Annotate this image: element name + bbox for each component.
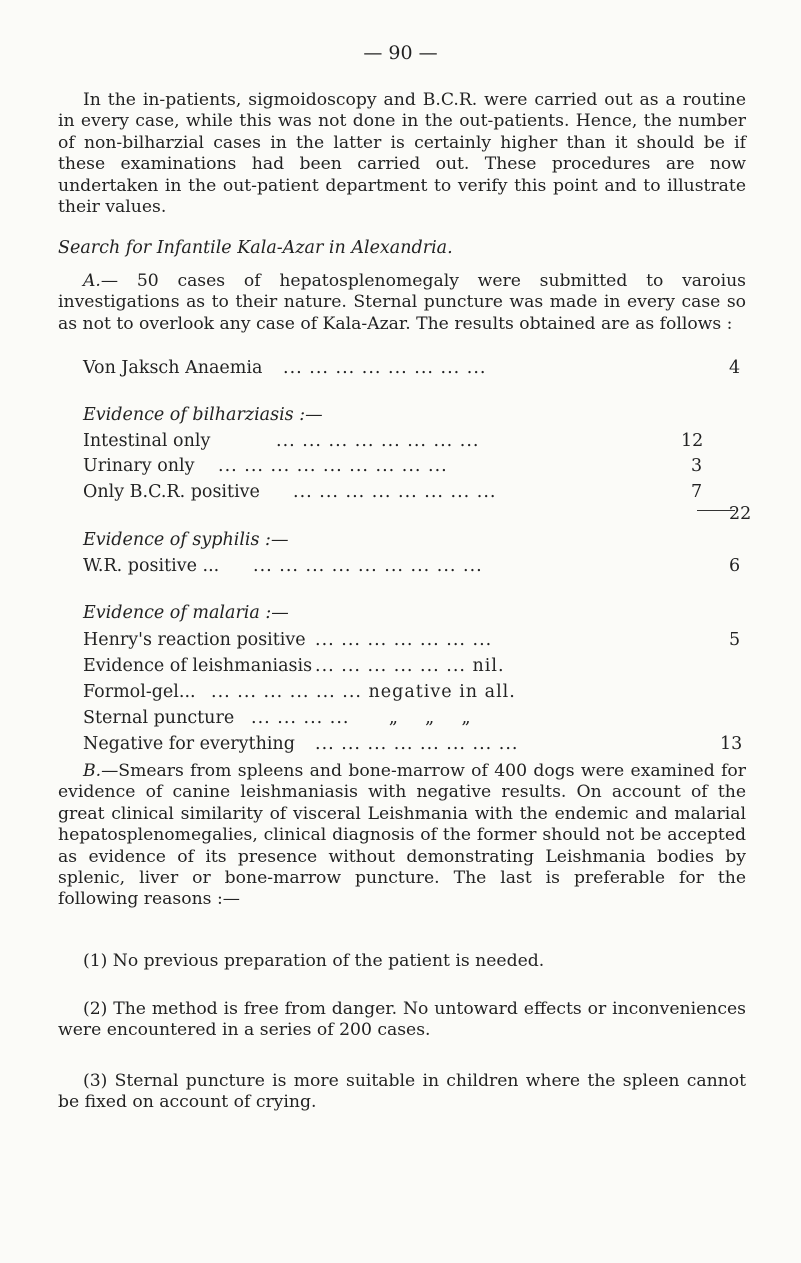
part-a-paragraph (58, 271, 746, 335)
row-value: 13 (720, 734, 743, 754)
part-b-paragraph (58, 761, 746, 911)
row-value: 3 (691, 456, 703, 476)
malaria-heading: Evidence of malaria :— (83, 603, 289, 623)
reason-2: (2) The method is free from danger. No untoward effects or inconveniences were encountered in a series of 200 cases. (58, 999, 746, 1041)
leader-dots: ... ... ... ... ... ... ... ... (315, 734, 519, 754)
row-label: Negative for everything (83, 734, 295, 754)
leader-dots: ... ... ... ... ... ... ... ... (283, 358, 487, 378)
leader-dots: ... ... ... ... ... ... ... ... ... (218, 456, 448, 476)
leader-dots: ... ... ... ... „ „ „ (251, 708, 472, 728)
leader-dots: ... ... ... ... ... ... negative in all. (211, 682, 516, 702)
leader-dots: ... ... ... ... ... ... ... (315, 630, 493, 650)
row-negative-everything (83, 734, 771, 758)
row-formol-gel (83, 682, 771, 706)
part-a-label: A. (83, 271, 101, 291)
row-sternal-puncture (83, 708, 771, 732)
reason-1: (1) No previous preparation of the patient is needed. (83, 951, 545, 971)
row-label: Henry's reaction positive (83, 630, 306, 650)
syphilis-heading: Evidence of syphilis :— (83, 530, 289, 550)
row-value: 12 (681, 431, 704, 451)
row-value: 6 (729, 556, 741, 576)
reason-3: (3) Sternal puncture is more suitable in children where the spleen cannot be fixed on account of crying. (58, 1071, 746, 1113)
row-bilharziasis-total (83, 504, 771, 528)
row-value: 7 (691, 482, 703, 502)
subtotal-value: 22 (729, 504, 752, 524)
section-heading: Search for Infantile Kala-Azar in Alexandria. (58, 238, 453, 258)
row-value: 4 (729, 358, 741, 378)
row-label: Intestinal only (83, 431, 211, 451)
intro-paragraph: In the in-patients, sigmoidoscopy and B.C.R. were carried out as a routine in every case, while this was not done in the out-patients. Hence, the number of non-bilharzial cases in the latter is certainly higher than it should be if these examinations had been carried out. These procedures are now undertaken in the out-patient department to verify this point and to illustrate their values. (58, 90, 746, 218)
row-label: Evidence of leishmaniasis (83, 656, 313, 676)
bilharziasis-heading: Evidence of bilharziasis :— (83, 405, 323, 425)
row-bcr-positive (83, 482, 771, 506)
row-label: Only B.C.R. positive (83, 482, 260, 502)
row-label: Urinary only (83, 456, 195, 476)
row-leishmaniasis (83, 656, 771, 680)
row-intestinal (83, 431, 771, 455)
part-b-label: B. (83, 761, 102, 781)
row-label: Formol-gel... (83, 682, 196, 702)
row-urinary (83, 456, 771, 480)
leader-dots: ... ... ... ... ... ... ... ... (293, 482, 497, 502)
row-von-jaksch (83, 358, 771, 382)
row-label: Von Jaksch Anaemia (83, 358, 263, 378)
part-b-text: —Smears from spleens and bone-marrow of 400 dogs were examined for evidence of canine leishmaniasis with negative results. On account of the great clinical similarity of visceral Leishmania with the endemic and malarial hepatosplenomegalies, clinical diagnosis of the former should not be accepted as evidence of its presence without demonstrating Leishmania bodies by splenic, liver or bone-marrow puncture. The last is preferable for the following reasons :— (58, 761, 746, 910)
row-label: Sternal puncture (83, 708, 235, 728)
row-henrys-reaction (83, 630, 771, 654)
row-value: 5 (729, 630, 741, 650)
row-wr-positive (83, 556, 771, 580)
row-label: W.R. positive ... (83, 556, 220, 576)
leader-dots: ... ... ... ... ... ... ... ... ... (253, 556, 483, 576)
part-a-text: — 50 cases of hepatosplenomegaly were submitted to varoius investigations as to their nature. Sternal puncture was made in every case so as not to overlook any case of Kala-Azar. The results obtained are as follows : (58, 271, 746, 334)
leader-dots: ... ... ... ... ... ... ... ... (276, 431, 480, 451)
page-number: — 90 — (363, 42, 438, 64)
leader-dots: ... ... ... ... ... ... nil. (315, 656, 505, 676)
